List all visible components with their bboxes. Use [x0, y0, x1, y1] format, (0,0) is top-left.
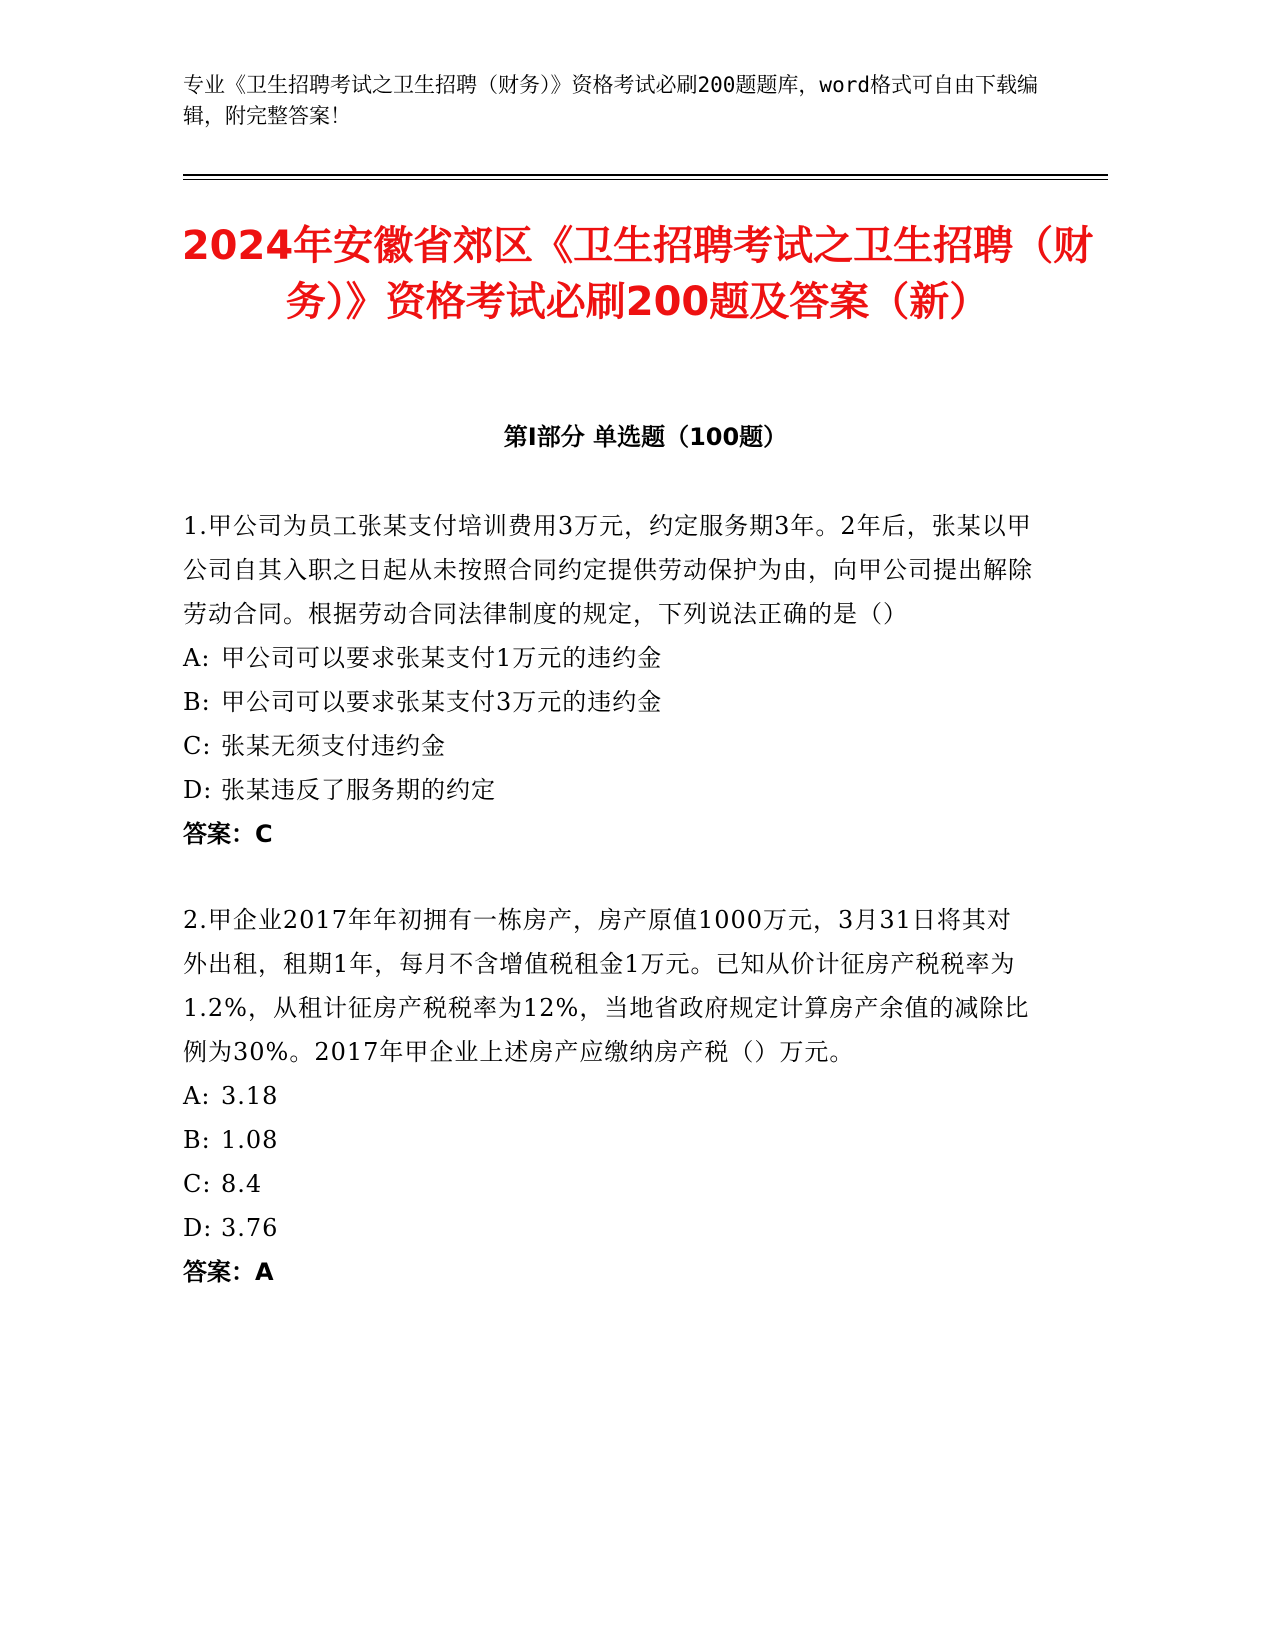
option-label: D: [183, 776, 213, 804]
option-text: 3.18 [221, 1082, 279, 1110]
option-d [183, 1206, 1033, 1250]
question-2 [183, 898, 1033, 1294]
option-text: 8.4 [221, 1170, 263, 1198]
header-note: 专业《卫生招聘考试之卫生招聘（财务）》资格考试必刷200题题库，word格式可自由下载编辑，附完整答案！ [183, 73, 1038, 128]
question-1 [183, 504, 1033, 856]
answer-line: 答案：C [183, 820, 273, 848]
option-label: A: [183, 644, 211, 672]
option-c [183, 724, 1033, 768]
option-text: 1.08 [221, 1126, 279, 1154]
question-stem: 1.甲公司为员工张某支付培训费用3万元，约定服务期3年。2年后，张某以甲公司自其入职之日起从未按照合同约定提供劳动保护为由，向甲公司提出解除劳动合同。根据劳动合同法律制度的规定，下列说法正确的是（） [183, 512, 1033, 628]
option-b [183, 680, 1033, 724]
option-label: C: [183, 1170, 212, 1198]
option-label: B: [183, 1126, 211, 1154]
option-text: 张某违反了服务期的约定 [221, 776, 496, 804]
question-stem: 2.甲企业2017年年初拥有一栋房产，房产原值1000万元，3月31日将其对外出租，租期1年，每月不含增值税租金1万元。已知从价计征房产税税率为1.2%，从租计征房产税税率为12%，当地省政府规定计算房产余值的减除比例为30%。2017年甲企业上述房产应缴纳房产税（）万元。 [183, 906, 1030, 1066]
option-label: A: [183, 1082, 211, 1110]
header-rule-thin [183, 179, 1108, 180]
answer-line: 答案：A [183, 1258, 274, 1286]
option-label: C: [183, 732, 212, 760]
option-text: 3.76 [221, 1214, 279, 1242]
option-c [183, 1162, 1033, 1206]
question-list [183, 504, 1033, 1336]
option-text: 甲公司可以要求张某支付3万元的违约金 [221, 688, 663, 716]
option-a [183, 636, 1033, 680]
document-title: 2024年安徽省郊区《卫生招聘考试之卫生招聘（财务）》资格考试必刷200题及答案（新） [181, 223, 1094, 325]
option-label: B: [183, 688, 211, 716]
option-text: 张某无须支付违约金 [221, 732, 446, 760]
header-rule-thick [183, 174, 1108, 176]
option-d [183, 768, 1033, 812]
option-b [183, 1118, 1033, 1162]
option-text: 甲公司可以要求张某支付1万元的违约金 [221, 644, 663, 672]
option-a [183, 1074, 1033, 1118]
section-title: 第I部分 单选题（100题） [503, 423, 788, 451]
option-label: D: [183, 1214, 213, 1242]
